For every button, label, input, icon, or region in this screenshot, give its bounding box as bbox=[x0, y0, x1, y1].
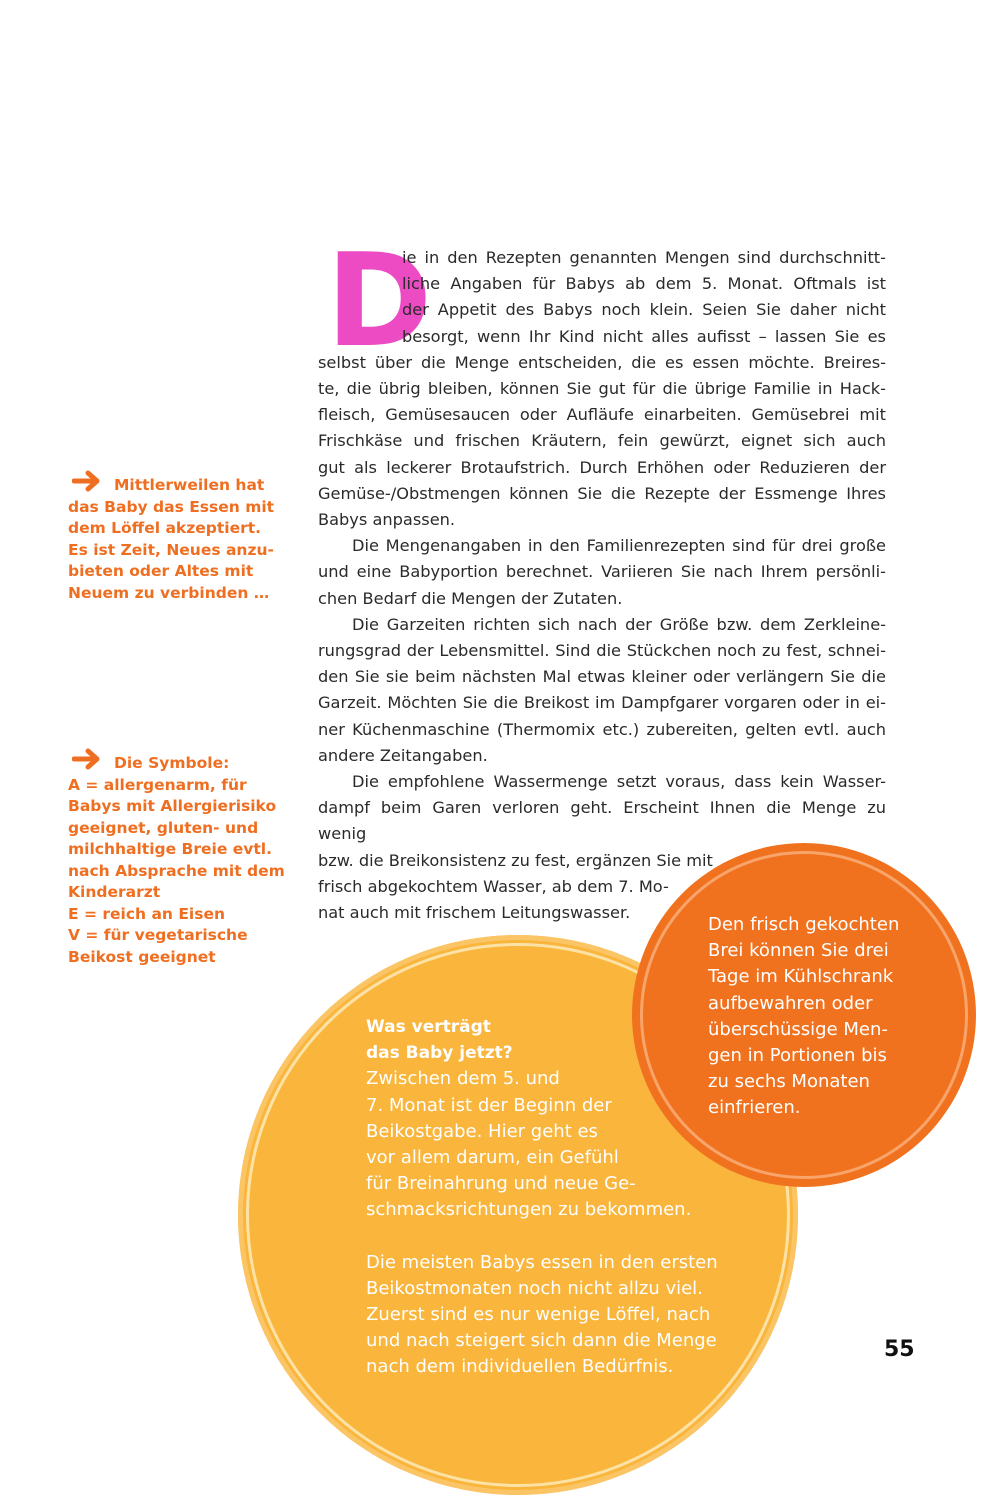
note-line: Es ist Zeit, Neues anzu- bbox=[68, 540, 274, 559]
circle-heading: das Baby jetzt? bbox=[366, 1043, 513, 1064]
note-line: Die Symbole: bbox=[68, 748, 283, 775]
sidebar-note-symbols bbox=[68, 748, 283, 968]
text-line: liche Angaben für Babys ab dem 5. Monat. Oftmals ist bbox=[402, 274, 886, 294]
circle-text-line: Beikostmonaten noch nicht allzu viel. bbox=[366, 1277, 703, 1299]
note-line: dem Löffel akzeptiert. bbox=[68, 519, 262, 537]
note-line: Babys mit Allergierisiko bbox=[68, 797, 277, 815]
circle-text-line: überschüssige Men- bbox=[708, 1018, 888, 1040]
text-line: fleisch, Gemüsesaucen oder Aufläufe einarbeiten. Gemüsebrei mit bbox=[318, 405, 886, 425]
note-line: V = für vegetarische bbox=[68, 926, 248, 944]
text-line: chen Bedarf die Mengen der Zutaten. bbox=[318, 588, 623, 608]
text-line: Die Garzeiten richten sich nach der Größe bzw. dem Zerkleine- bbox=[352, 614, 886, 634]
note-line: Beikost geeignet bbox=[68, 947, 216, 966]
text-line: ie in den Rezepten genannten Mengen sind durchschnitt- bbox=[402, 248, 886, 267]
page-number: 55 bbox=[884, 1337, 915, 1362]
circle-text-line: und nach steigert sich dann die Menge bbox=[366, 1330, 717, 1352]
drop-cap: D bbox=[326, 227, 433, 376]
text-line: bzw. die Breikonsistenz zu fest, ergänzen Sie mit bbox=[318, 850, 713, 870]
circle-text-line: Zuerst sind es nur wenige Löffel, nach bbox=[366, 1304, 711, 1326]
text-line: Garzeit. Möchten Sie die Breikost im Dampfgarer vorgaren oder in ei- bbox=[318, 693, 886, 713]
note-line: Neuem zu verbinden … bbox=[68, 583, 270, 602]
circle-text-line: zu sechs Monaten bbox=[708, 1071, 870, 1093]
circle-text-line: nach dem individuellen Bedürfnis. bbox=[366, 1356, 674, 1378]
note-line: Mittlerweilen hat bbox=[68, 470, 283, 497]
note-line: das Baby das Essen mit bbox=[68, 497, 275, 516]
text-line: Babys anpassen. bbox=[318, 510, 456, 530]
body-text bbox=[318, 245, 886, 926]
circle-text-line: aufbewahren oder bbox=[708, 992, 873, 1014]
circle-text-line: Den frisch gekochten bbox=[708, 914, 900, 935]
text-line: dampf beim Garen verloren geht. Erscheint Ihnen die Menge zu wenig bbox=[318, 798, 886, 844]
circle-text-line: Beikostgabe. Hier geht es bbox=[366, 1120, 598, 1142]
note-line: Kinderarzt bbox=[68, 883, 161, 901]
note-line: milchhaltige Breie evtl. bbox=[68, 840, 272, 858]
text-line: rungsgrad der Lebensmittel. Sind die Stückchen noch zu fest, schnei- bbox=[318, 641, 886, 661]
note-line: E = reich an Eisen bbox=[68, 904, 226, 923]
text-line: besorgt, wenn Ihr Kind nicht alles aufisst – lassen Sie es bbox=[402, 326, 886, 346]
text-line: selbst über die Menge entscheiden, die es essen möchte. Breires- bbox=[318, 352, 886, 372]
circle-text-line: vor allem darum, ein Gefühl bbox=[366, 1147, 619, 1169]
circle-text-line: Zwischen dem 5. und bbox=[366, 1068, 560, 1090]
circle-heading: Was verträgt bbox=[366, 1017, 491, 1037]
text-line: Gemüse-/Obstmengen können Sie die Rezepte der Essmenge Ihres bbox=[318, 483, 886, 503]
text-line: andere Zeitangaben. bbox=[318, 745, 488, 765]
circle-text-line: Die meisten Babys essen in den ersten bbox=[366, 1251, 718, 1273]
note-line: bieten oder Altes mit bbox=[68, 562, 254, 580]
note-line: A = allergenarm, für bbox=[68, 775, 247, 794]
text-line: nat auch mit frischem Leitungswasser. bbox=[318, 903, 631, 923]
text-line: gut als leckerer Brotaufstrich. Durch Erhöhen oder Reduzieren der bbox=[318, 457, 886, 477]
circle-text-line: für Breinahrung und neue Ge- bbox=[366, 1173, 636, 1195]
text-line: der Appetit des Babys noch klein. Seien Sie daher nicht bbox=[402, 300, 886, 320]
circle-text-line: einfrieren. bbox=[708, 1097, 801, 1119]
circle-text-line: Brei können Sie drei bbox=[708, 940, 889, 962]
text-line: Die empfohlene Wassermenge setzt voraus, dass kein Wasser- bbox=[352, 772, 886, 792]
note-line: geeignet, gluten- und bbox=[68, 818, 259, 837]
text-line: Frischkäse und frischen Kräutern, fein gewürzt, eignet sich auch bbox=[318, 431, 886, 451]
circle-text-line: gen in Portionen bis bbox=[708, 1045, 887, 1067]
arrow-right-icon bbox=[72, 748, 102, 770]
text-line: und eine Babyportion berechnet. Variieren Sie nach Ihrem persönli- bbox=[318, 562, 886, 582]
circle-text-line: 7. Monat ist der Beginn der bbox=[366, 1094, 612, 1116]
orange-circle-text bbox=[708, 912, 938, 1122]
text-line: den Sie sie beim nächsten Mal etwas kleiner oder verlängern Sie die bbox=[318, 667, 886, 687]
text-line: te, die übrig bleiben, können Sie gut für die übrige Familie in Hack- bbox=[318, 379, 886, 399]
circle-text-line: schmacksrichtungen zu bekommen. bbox=[366, 1199, 692, 1221]
text-line: Die Mengenangaben in den Familienrezepten sind für drei große bbox=[352, 536, 886, 556]
text-line: frisch abgekochtem Wasser, ab dem 7. Mo- bbox=[318, 876, 669, 896]
sidebar-note-intro bbox=[68, 470, 283, 604]
arrow-right-icon bbox=[72, 470, 102, 492]
circle-text-line: Tage im Kühlschrank bbox=[708, 966, 894, 988]
text-line: ner Küchenmaschine (Thermomix etc.) zubereiten, gelten evtl. auch bbox=[318, 719, 886, 739]
note-line: nach Absprache mit dem bbox=[68, 861, 285, 880]
yellow-circle-text bbox=[366, 1014, 746, 1381]
